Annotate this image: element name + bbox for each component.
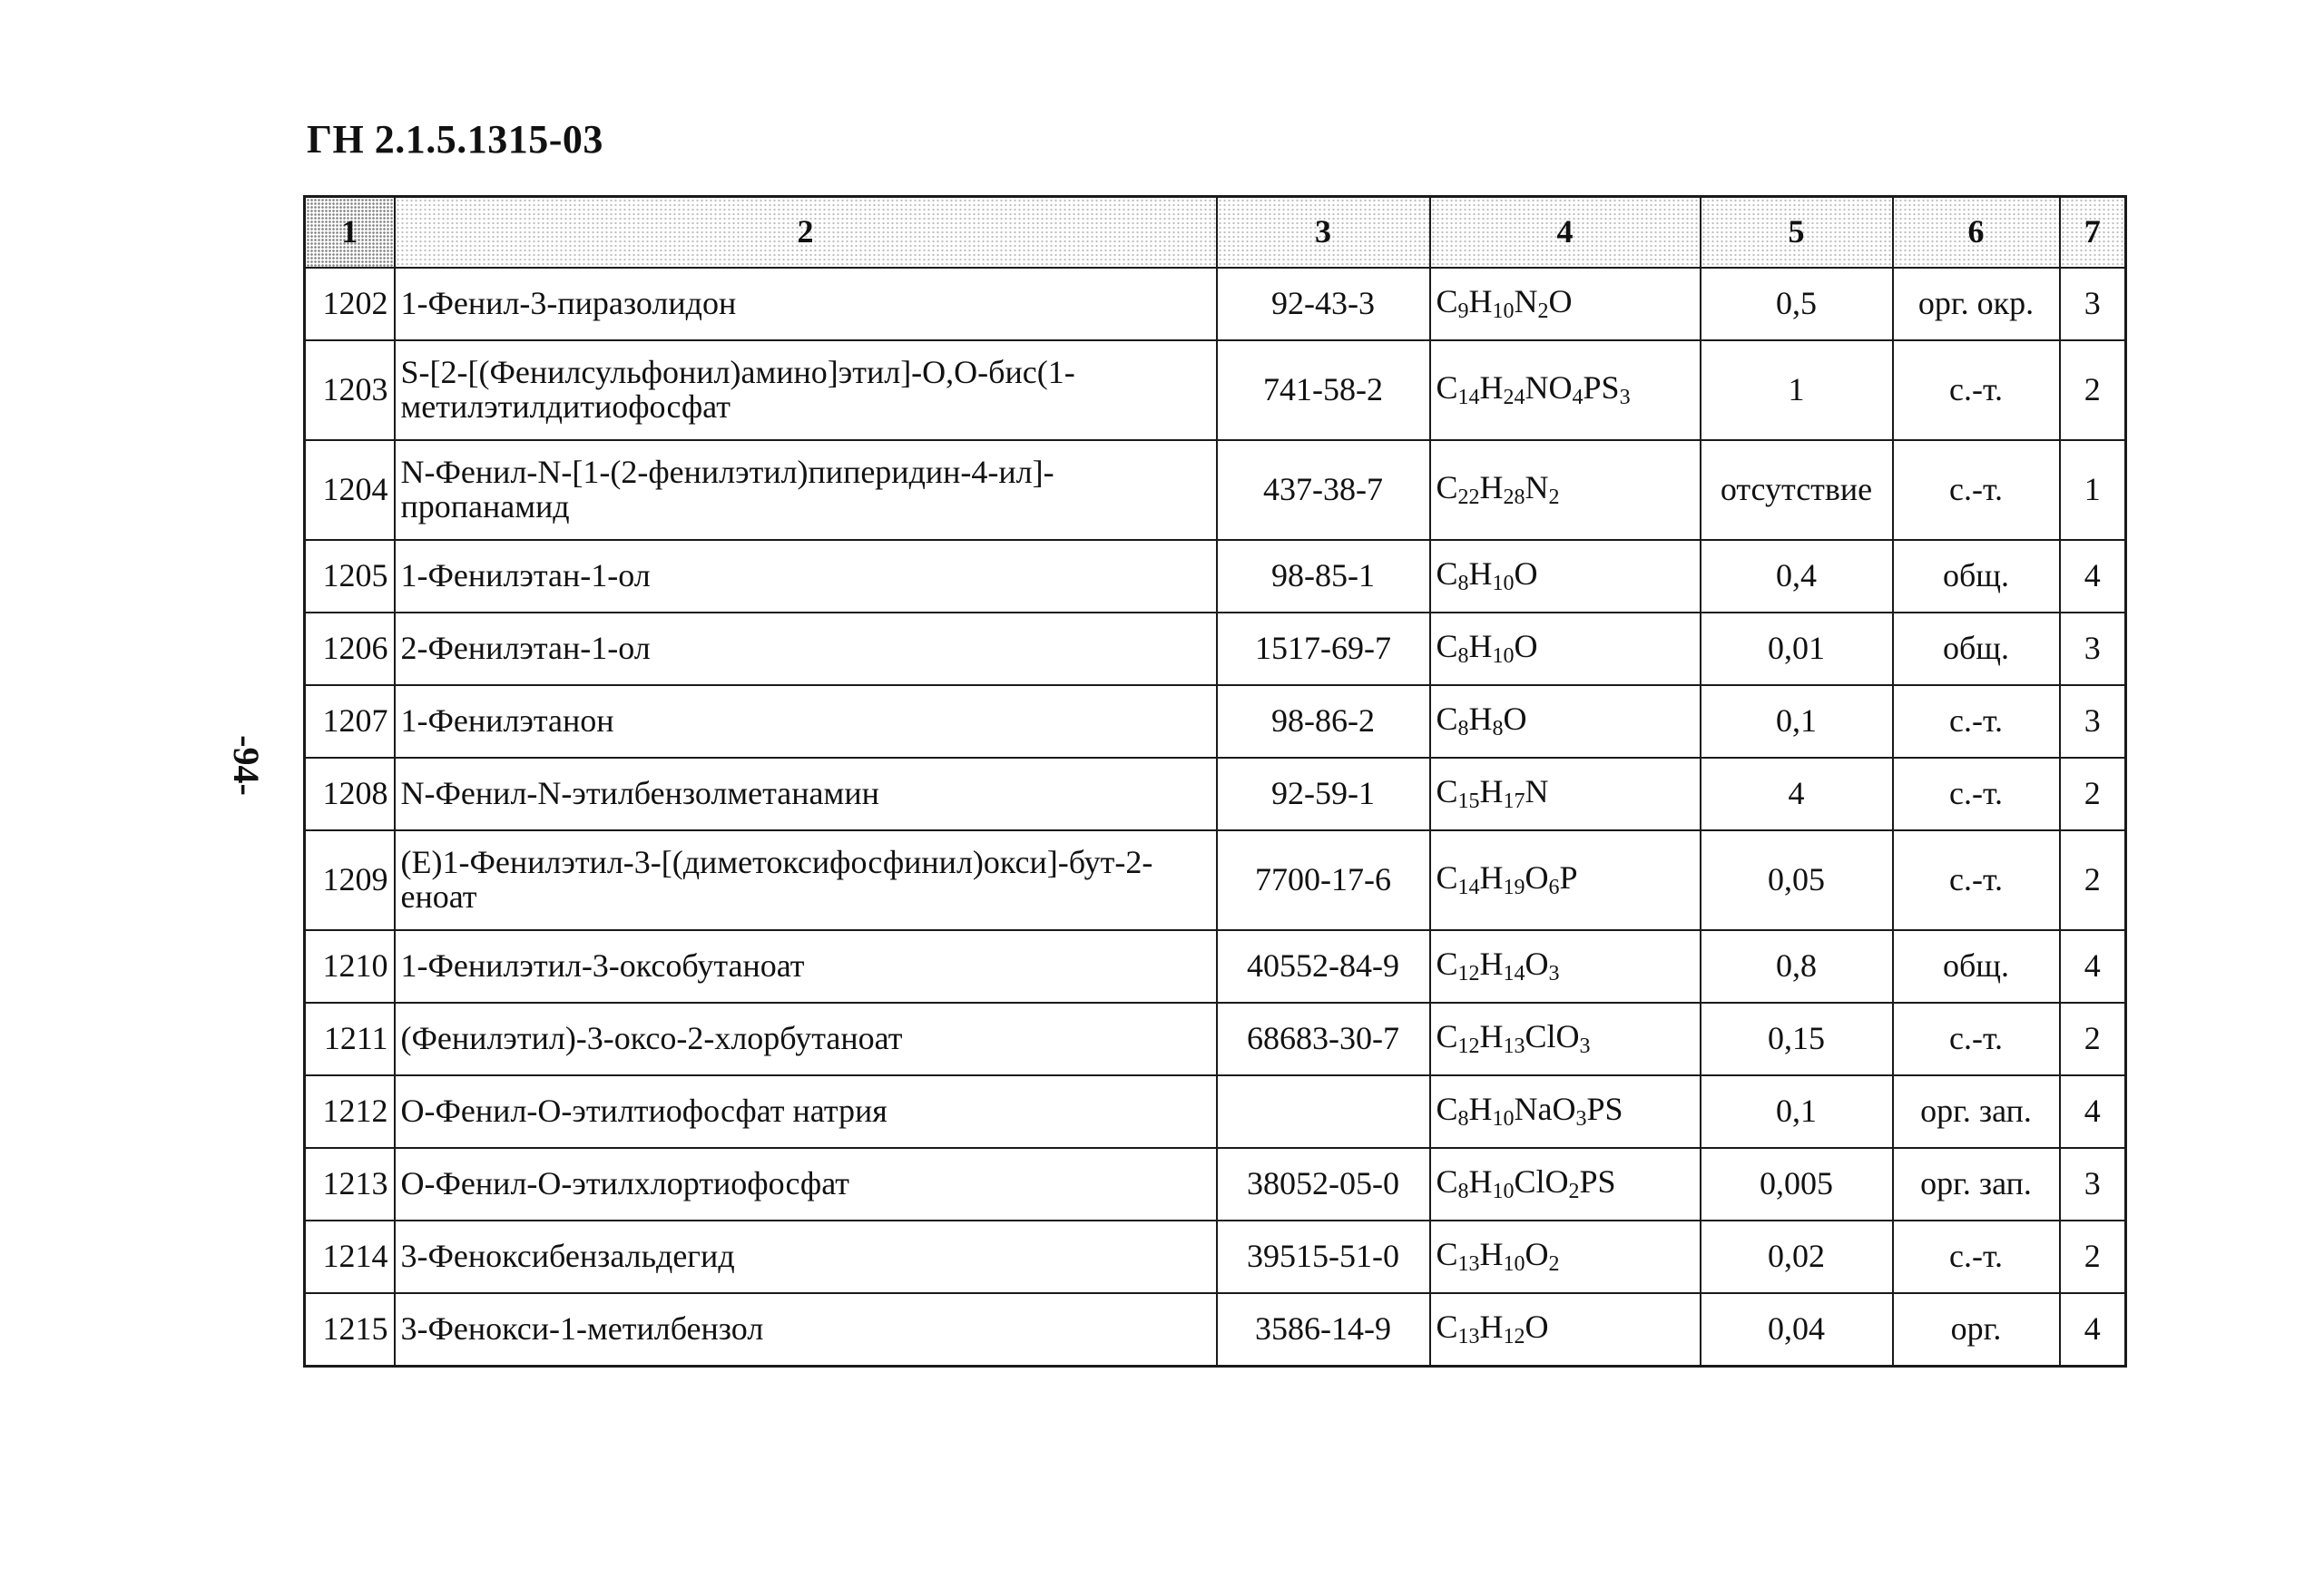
substance-name: 3-Феноксибензальдегид bbox=[395, 1221, 1217, 1293]
chemical-formula: $C_{22}H_{28}N_2$ bbox=[1430, 440, 1701, 540]
hazard-class: 2 bbox=[2060, 1003, 2126, 1075]
hazard-indicator: с.-т. bbox=[1893, 830, 2060, 930]
cas-number: 98-86-2 bbox=[1217, 685, 1430, 758]
hazard-indicator: общ. bbox=[1893, 930, 2060, 1003]
row-number: 1208 bbox=[305, 758, 395, 830]
hazard-indicator: общ. bbox=[1893, 540, 2060, 613]
row-number: 1203 bbox=[305, 340, 395, 440]
table-row bbox=[305, 1293, 2126, 1366]
table-row bbox=[305, 830, 2126, 930]
table-row bbox=[305, 1075, 2126, 1148]
row-number: 1202 bbox=[305, 268, 395, 340]
cas-number: 3586-14-9 bbox=[1217, 1293, 1430, 1366]
row-number: 1215 bbox=[305, 1293, 395, 1366]
hazard-class: 2 bbox=[2060, 340, 2126, 440]
cas-number: 1517-69-7 bbox=[1217, 613, 1430, 685]
cas-number: 38052-05-0 bbox=[1217, 1148, 1430, 1221]
column-header: 4 bbox=[1430, 197, 1701, 269]
table-row bbox=[305, 930, 2126, 1003]
limit-value: 0,04 bbox=[1701, 1293, 1893, 1366]
hazard-indicator: орг. зап. bbox=[1893, 1148, 2060, 1221]
table-header-row bbox=[305, 197, 2126, 269]
chemical-formula: $C_8H_{10}ClO_2PS$ bbox=[1430, 1148, 1701, 1221]
table-row bbox=[305, 440, 2126, 540]
hazard-class: 2 bbox=[2060, 758, 2126, 830]
table-row bbox=[305, 613, 2126, 685]
hazard-class: 2 bbox=[2060, 1221, 2126, 1293]
cas-number: 437-38-7 bbox=[1217, 440, 1430, 540]
substance-name: 1-Фенилэтанон bbox=[395, 685, 1217, 758]
table-row bbox=[305, 340, 2126, 440]
limit-value: 0,05 bbox=[1701, 830, 1893, 930]
hazard-class: 3 bbox=[2060, 613, 2126, 685]
chemical-formula: $C_8H_{10}NaO_3PS$ bbox=[1430, 1075, 1701, 1148]
row-number: 1213 bbox=[305, 1148, 395, 1221]
cas-number bbox=[1217, 1075, 1430, 1148]
hazard-class: 3 bbox=[2060, 685, 2126, 758]
hazard-class: 1 bbox=[2060, 440, 2126, 540]
cas-number: 68683-30-7 bbox=[1217, 1003, 1430, 1075]
limit-value: 0,4 bbox=[1701, 540, 1893, 613]
substance-name: О-Фенил-О-этилхлортиофосфат bbox=[395, 1148, 1217, 1221]
cas-number: 92-59-1 bbox=[1217, 758, 1430, 830]
limit-value: 1 bbox=[1701, 340, 1893, 440]
substance-name: 1-Фенил-3-пиразолидон bbox=[395, 268, 1217, 340]
hazard-indicator: с.-т. bbox=[1893, 440, 2060, 540]
chemical-formula: $C_9H_{10}N_2O$ bbox=[1430, 268, 1701, 340]
row-number: 1209 bbox=[305, 830, 395, 930]
table-row bbox=[305, 685, 2126, 758]
hazard-class: 3 bbox=[2060, 1148, 2126, 1221]
column-header: 1 bbox=[305, 197, 395, 269]
document-code: ГН 2.1.5.1315-03 bbox=[307, 117, 603, 162]
limit-value: 0,02 bbox=[1701, 1221, 1893, 1293]
chemical-formula: $C_8H_{10}O$ bbox=[1430, 613, 1701, 685]
table-row bbox=[305, 1003, 2126, 1075]
chemical-formula: $C_{13}H_{12}O$ bbox=[1430, 1293, 1701, 1366]
substance-name: S-[2-[(Фенилсульфонил)амино]этил]-О,О-бис(1-метилэтилдитиофосфат bbox=[395, 340, 1217, 440]
hazard-indicator: орг. зап. bbox=[1893, 1075, 2060, 1148]
hazard-indicator: с.-т. bbox=[1893, 685, 2060, 758]
substance-name: 3-Фенокси-1-метилбензол bbox=[395, 1293, 1217, 1366]
row-number: 1207 bbox=[305, 685, 395, 758]
chemical-formula: $C_8H_{10}O$ bbox=[1430, 540, 1701, 613]
substance-name: 2-Фенилэтан-1-ол bbox=[395, 613, 1217, 685]
cas-number: 7700-17-6 bbox=[1217, 830, 1430, 930]
hazard-class: 4 bbox=[2060, 540, 2126, 613]
column-header: 3 bbox=[1217, 197, 1430, 269]
substance-name: 1-Фенилэтил-3-оксобутаноат bbox=[395, 930, 1217, 1003]
substance-name: N-Фенил-N-этилбензолметанамин bbox=[395, 758, 1217, 830]
cas-number: 92-43-3 bbox=[1217, 268, 1430, 340]
chemical-formula: $C_{14}H_{19}O_6P$ bbox=[1430, 830, 1701, 930]
table-row bbox=[305, 540, 2126, 613]
hazard-class: 3 bbox=[2060, 268, 2126, 340]
limit-value: 0,8 bbox=[1701, 930, 1893, 1003]
row-number: 1204 bbox=[305, 440, 395, 540]
row-number: 1212 bbox=[305, 1075, 395, 1148]
hazard-indicator: с.-т. bbox=[1893, 1003, 2060, 1075]
substance-name: 1-Фенилэтан-1-ол bbox=[395, 540, 1217, 613]
cas-number: 40552-84-9 bbox=[1217, 930, 1430, 1003]
hazard-indicator: с.-т. bbox=[1893, 1221, 2060, 1293]
limit-value: 0,1 bbox=[1701, 685, 1893, 758]
row-number: 1210 bbox=[305, 930, 395, 1003]
limit-value: 0,15 bbox=[1701, 1003, 1893, 1075]
cas-number: 98-85-1 bbox=[1217, 540, 1430, 613]
chemical-formula: $C_8H_8O$ bbox=[1430, 685, 1701, 758]
cas-number: 39515-51-0 bbox=[1217, 1221, 1430, 1293]
hazard-indicator: орг. окр. bbox=[1893, 268, 2060, 340]
page-number: -94- bbox=[225, 735, 267, 796]
cas-number: 741-58-2 bbox=[1217, 340, 1430, 440]
chemical-formula: $C_{14}H_{24}NO_4PS_3$ bbox=[1430, 340, 1701, 440]
table-row bbox=[305, 1148, 2126, 1221]
limit-value: 0,01 bbox=[1701, 613, 1893, 685]
hazard-class: 4 bbox=[2060, 1293, 2126, 1366]
chemical-formula: $C_{12}H_{14}O_3$ bbox=[1430, 930, 1701, 1003]
hazard-indicator: общ. bbox=[1893, 613, 2060, 685]
chemical-formula: $C_{15}H_{17}N$ bbox=[1430, 758, 1701, 830]
hazard-indicator: с.-т. bbox=[1893, 340, 2060, 440]
table-row bbox=[305, 1221, 2126, 1293]
hazard-indicator: с.-т. bbox=[1893, 758, 2060, 830]
substance-name: (Фенилэтил)-3-оксо-2-хлорбутаноат bbox=[395, 1003, 1217, 1075]
limit-value: 0,005 bbox=[1701, 1148, 1893, 1221]
column-header: 6 bbox=[1893, 197, 2060, 269]
chemical-formula: $C_{13}H_{10}O_2$ bbox=[1430, 1221, 1701, 1293]
column-header: 5 bbox=[1701, 197, 1893, 269]
table-row bbox=[305, 268, 2126, 340]
substances-table bbox=[303, 195, 2127, 1368]
limit-value: отсутствие bbox=[1701, 440, 1893, 540]
hazard-class: 4 bbox=[2060, 1075, 2126, 1148]
table-row bbox=[305, 758, 2126, 830]
limit-value: 0,1 bbox=[1701, 1075, 1893, 1148]
hazard-indicator: орг. bbox=[1893, 1293, 2060, 1366]
substance-name: N-Фенил-N-[1-(2-фенилэтил)пиперидин-4-ил]-пропанамид bbox=[395, 440, 1217, 540]
column-header: 2 bbox=[395, 197, 1217, 269]
row-number: 1206 bbox=[305, 613, 395, 685]
limit-value: 4 bbox=[1701, 758, 1893, 830]
row-number: 1214 bbox=[305, 1221, 395, 1293]
hazard-class: 4 bbox=[2060, 930, 2126, 1003]
hazard-class: 2 bbox=[2060, 830, 2126, 930]
row-number: 1205 bbox=[305, 540, 395, 613]
chemical-formula: $C_{12}H_{13}ClO_3$ bbox=[1430, 1003, 1701, 1075]
substance-name: (Е)1-Фенилэтил-3-[(диметоксифосфинил)окси]-бут-2-еноат bbox=[395, 830, 1217, 930]
column-header: 7 bbox=[2060, 197, 2126, 269]
substance-name: О-Фенил-О-этилтиофосфат натрия bbox=[395, 1075, 1217, 1148]
row-number: 1211 bbox=[305, 1003, 395, 1075]
limit-value: 0,5 bbox=[1701, 268, 1893, 340]
